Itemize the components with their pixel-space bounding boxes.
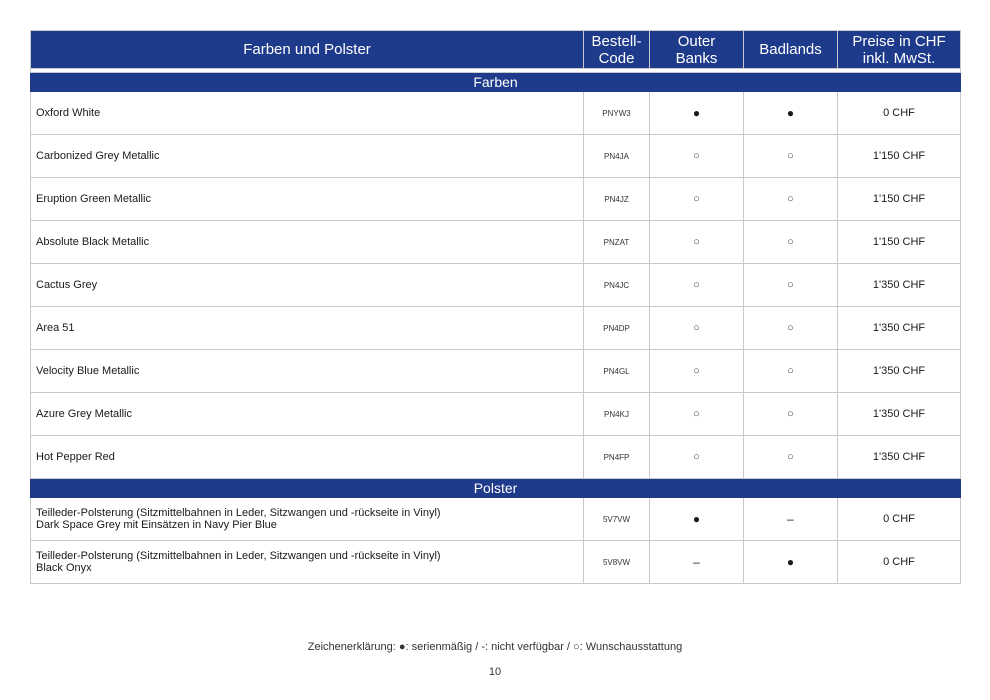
price: 1'350 CHF [838, 350, 961, 393]
badlands-availability: ○ [744, 350, 838, 393]
header-outer-banks [650, 31, 744, 69]
option-name: Area 51 [31, 307, 584, 350]
price: 1'350 CHF [838, 307, 961, 350]
table-body [31, 69, 961, 584]
table-row [31, 221, 961, 264]
outer-banks-availability: ○ [650, 264, 744, 307]
option-name [31, 498, 584, 541]
section-header-polster [31, 479, 961, 498]
outer-banks-availability: ○ [650, 393, 744, 436]
upholstery-color: Dark Space Grey mit Einsätzen in Navy Pier Blue [36, 519, 277, 531]
badlands-availability: – [744, 498, 838, 541]
table-row [31, 135, 961, 178]
header-preise [838, 31, 961, 69]
outer-banks-availability: ○ [650, 350, 744, 393]
option-name: Carbonized Grey Metallic [31, 135, 584, 178]
order-code: PN4KJ [584, 393, 650, 436]
badlands-availability: ● [744, 92, 838, 135]
badlands-availability: ○ [744, 393, 838, 436]
header-bestell-code-line1: Bestell- [591, 32, 642, 50]
table-row [31, 498, 961, 541]
badlands-availability: ● [744, 541, 838, 584]
upholstery-color: Black Onyx [36, 562, 92, 574]
header-outer-banks-line1: Outer [677, 32, 716, 50]
upholstery-description: Teilleder-Polsterung (Sitzmittelbahnen in Leder, Sitzwangen und -rückseite in Vinyl) [36, 507, 441, 519]
option-name: Velocity Blue Metallic [31, 350, 584, 393]
order-code: PN4JZ [584, 178, 650, 221]
badlands-availability: ○ [744, 307, 838, 350]
badlands-availability: ○ [744, 135, 838, 178]
price: 1'350 CHF [838, 264, 961, 307]
outer-banks-availability: ● [650, 92, 744, 135]
outer-banks-availability: ○ [650, 135, 744, 178]
order-code: PN4DP [584, 307, 650, 350]
table-row [31, 541, 961, 584]
section-header-farben [31, 73, 961, 92]
table-row [31, 92, 961, 135]
outer-banks-availability: ○ [650, 436, 744, 479]
order-code: 5V8VW [584, 541, 650, 584]
badlands-availability: ○ [744, 436, 838, 479]
page-number: 10 [488, 666, 502, 678]
price: 1'350 CHF [838, 436, 961, 479]
order-code: PN4FP [584, 436, 650, 479]
order-code: PNYW3 [584, 92, 650, 135]
header-bestell-code-line2: Code [598, 49, 635, 67]
option-name [31, 541, 584, 584]
table-row [31, 264, 961, 307]
header-outer-banks-line2: Banks [675, 49, 718, 67]
badlands-availability: ○ [744, 221, 838, 264]
price-table [30, 30, 961, 584]
order-code: PNZAT [584, 221, 650, 264]
table-row [31, 350, 961, 393]
table-row [31, 436, 961, 479]
order-code: PN4GL [584, 350, 650, 393]
header-preise-line2: inkl. MwSt. [862, 49, 936, 67]
order-code: PN4JC [584, 264, 650, 307]
header-farben-und-polster: Farben und Polster [31, 31, 584, 69]
outer-banks-availability: ○ [650, 221, 744, 264]
order-code: PN4JA [584, 135, 650, 178]
price: 0 CHF [838, 541, 961, 584]
table-row [31, 307, 961, 350]
legend: Zeichenerklärung: ●: serienmäßig / -: nicht verfügbar / ○: Wunschausstattung [307, 641, 683, 653]
option-name: Cactus Grey [31, 264, 584, 307]
header-preise-line1: Preise in CHF [852, 32, 946, 50]
upholstery-description: Teilleder-Polsterung (Sitzmittelbahnen in Leder, Sitzwangen und -rückseite in Vinyl) [36, 550, 441, 562]
option-name: Absolute Black Metallic [31, 221, 584, 264]
badlands-availability: ○ [744, 178, 838, 221]
header-bestell-code [584, 31, 650, 69]
header-badlands: Badlands [744, 31, 838, 69]
price: 1'150 CHF [838, 135, 961, 178]
outer-banks-availability: ○ [650, 307, 744, 350]
order-code: 5V7VW [584, 498, 650, 541]
table-row [31, 393, 961, 436]
outer-banks-availability: ○ [650, 178, 744, 221]
option-name: Hot Pepper Red [31, 436, 584, 479]
price: 1'150 CHF [838, 178, 961, 221]
table-row [31, 178, 961, 221]
option-name: Azure Grey Metallic [31, 393, 584, 436]
outer-banks-availability: ● [650, 498, 744, 541]
price: 1'350 CHF [838, 393, 961, 436]
price: 1'150 CHF [838, 221, 961, 264]
price: 0 CHF [838, 92, 961, 135]
section-title-farben: Farben [31, 73, 961, 92]
price: 0 CHF [838, 498, 961, 541]
badlands-availability: ○ [744, 264, 838, 307]
table-header-row [31, 31, 961, 69]
section-title-polster: Polster [31, 479, 961, 498]
option-name: Oxford White [31, 92, 584, 135]
option-name: Eruption Green Metallic [31, 178, 584, 221]
outer-banks-availability: – [650, 541, 744, 584]
